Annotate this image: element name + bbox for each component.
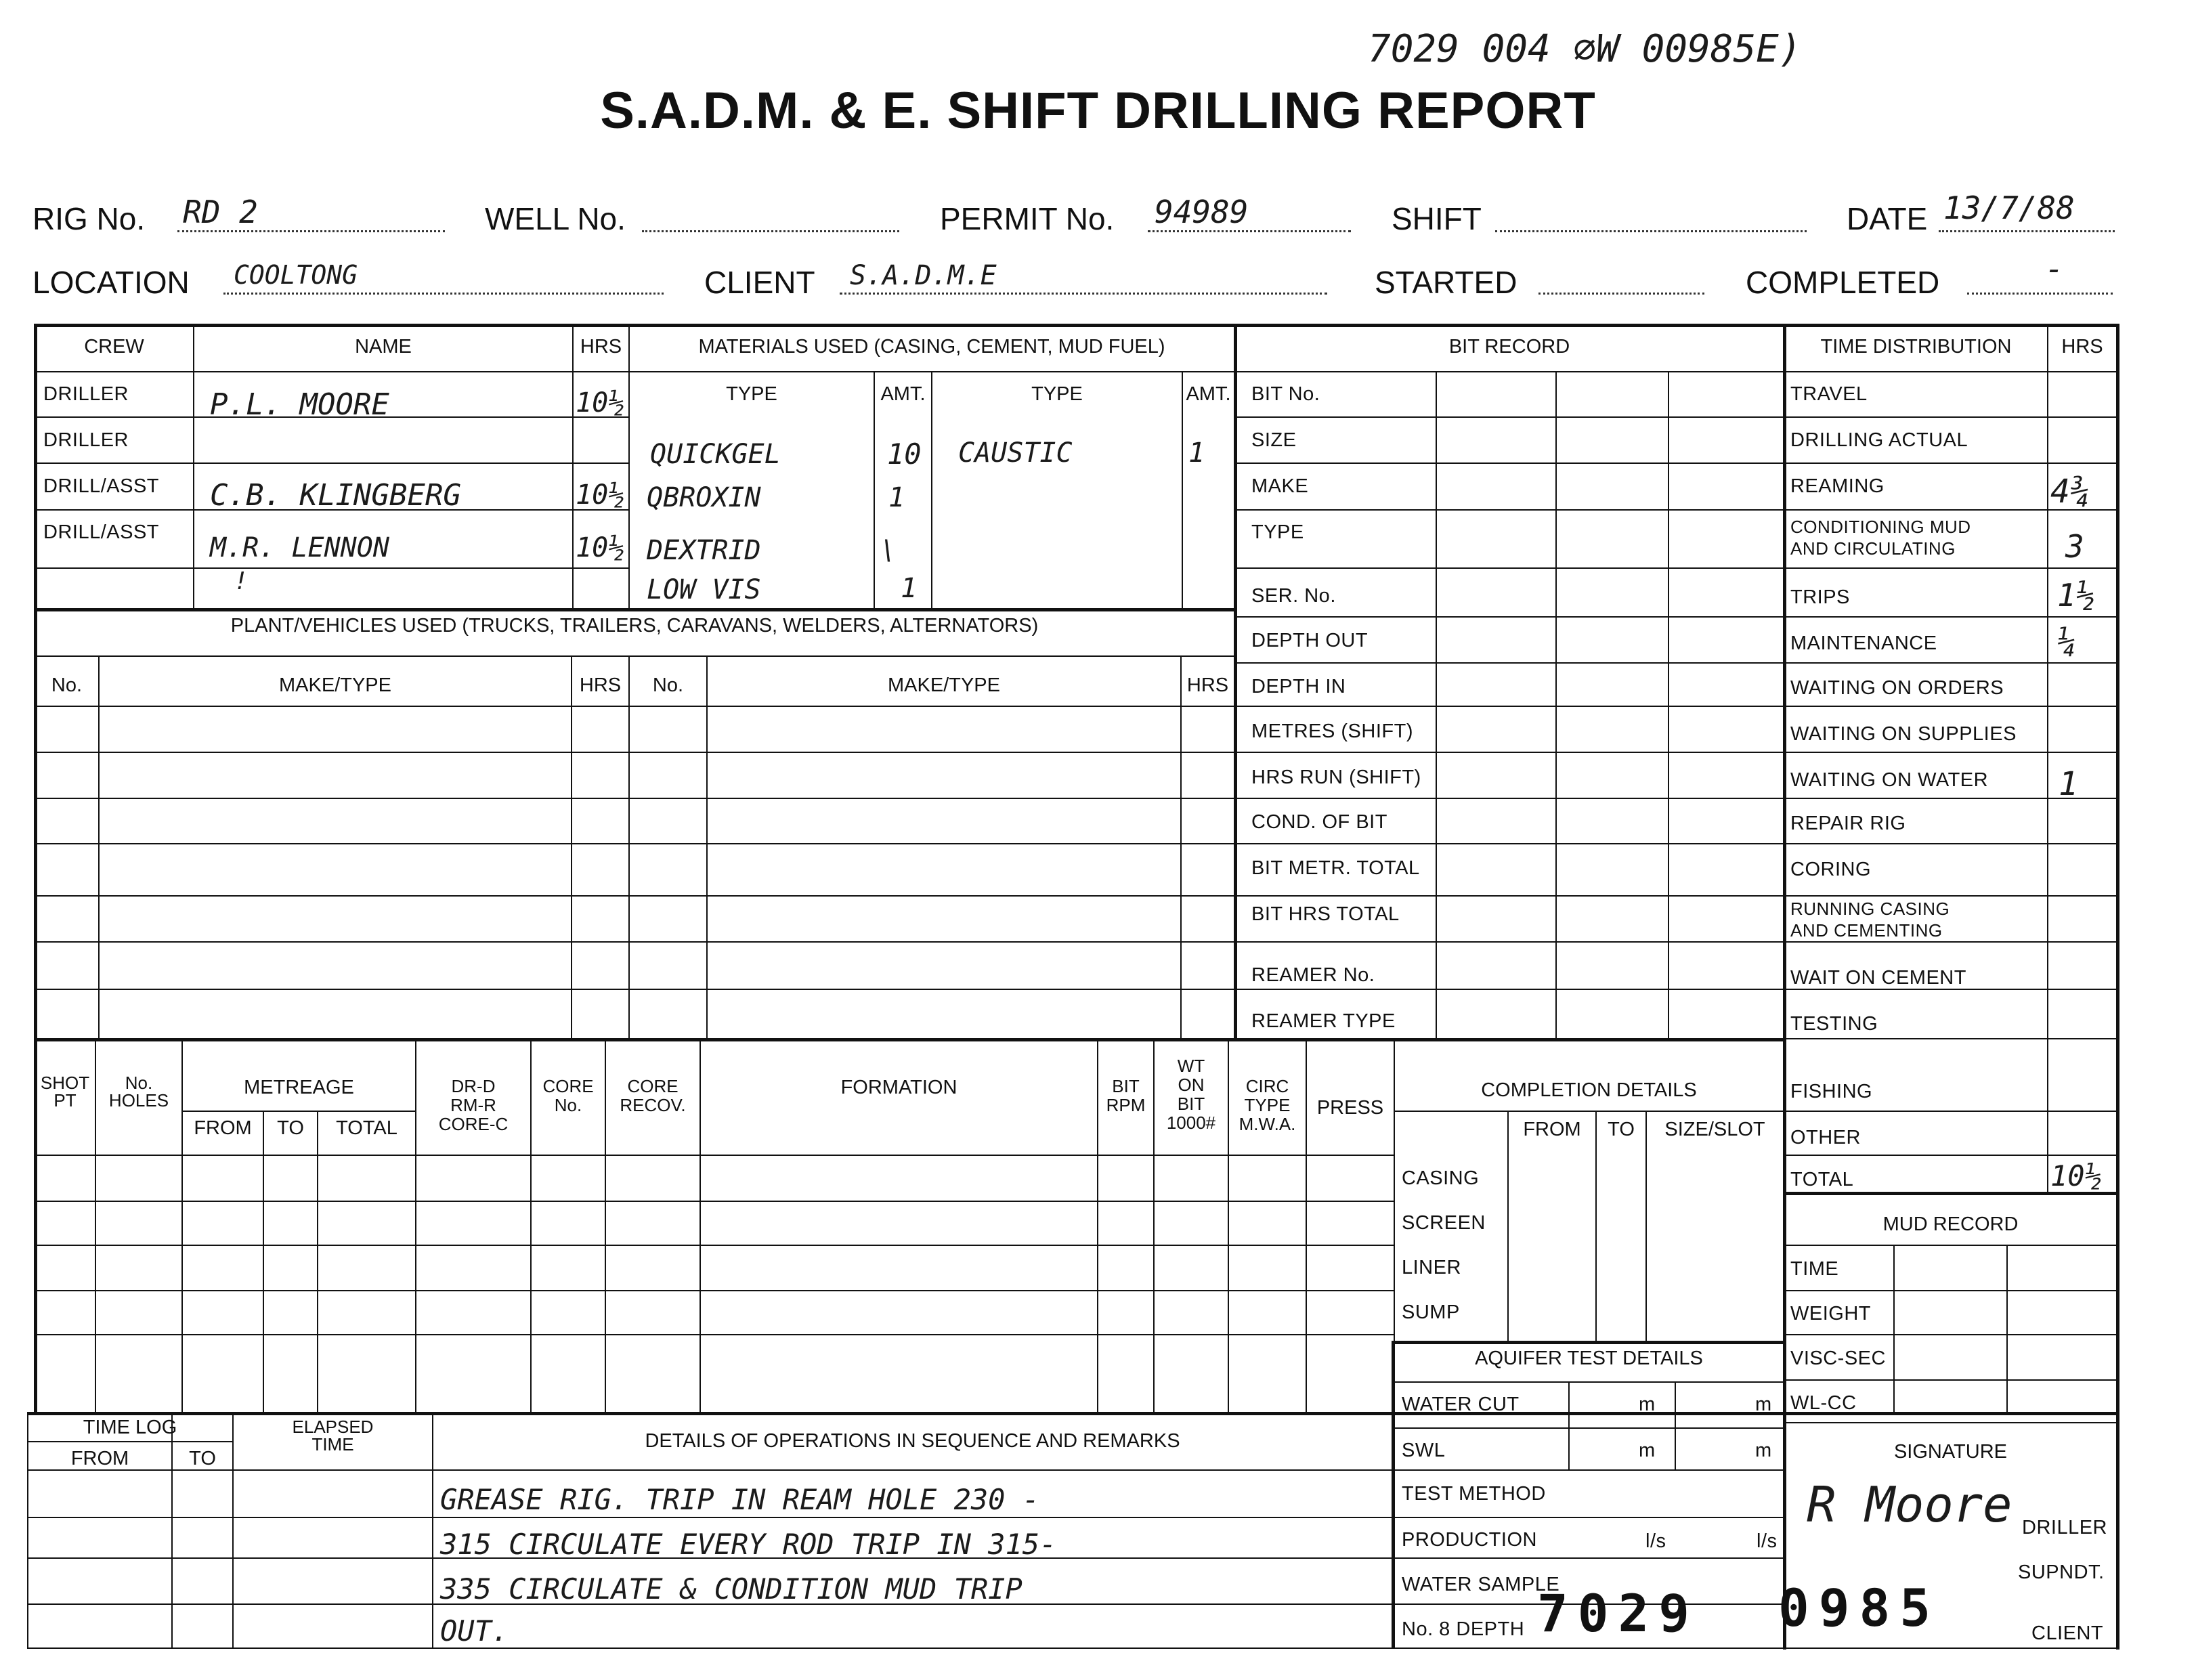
aquifer-unit: l/s xyxy=(1645,1530,1666,1552)
aquifer-production-label: PRODUCTION xyxy=(1402,1529,1537,1551)
details-title: DETAILS OF OPERATIONS IN SEQUENCE AND REMARKS xyxy=(645,1430,1180,1452)
time-dist-hrs[interactable]: 1 xyxy=(2059,765,2078,803)
plant-hrs2-header: HRS xyxy=(1186,674,1229,696)
material-amt[interactable]: 1 xyxy=(901,573,918,604)
crew-role: DRILL/ASST xyxy=(43,521,159,543)
mat-type-header: TYPE xyxy=(726,383,777,405)
shift-label: SHIFT xyxy=(1392,201,1482,236)
elapsed-time-header: ELAPSED TIME xyxy=(292,1417,374,1455)
signature-title: SIGNATURE xyxy=(1893,1441,2008,1463)
bit-row-label: SIZE xyxy=(1251,429,1297,451)
bit-row-label: SER. No. xyxy=(1251,585,1336,607)
aquifer-unit: m xyxy=(1755,1440,1772,1461)
completion-row-label: LINER xyxy=(1402,1257,1461,1278)
operations-line[interactable]: 335 CIRCULATE & CONDITION MUD TRIP xyxy=(440,1572,1022,1606)
signature-client-label: CLIENT xyxy=(2031,1622,2104,1644)
aquifer-unit: m xyxy=(1755,1394,1772,1415)
core-no-header: CORE No. xyxy=(542,1076,594,1115)
bit-row-label: COND. OF BIT xyxy=(1251,811,1387,833)
permit-value[interactable]: 94989 xyxy=(1155,194,1249,230)
bit-row-label: REAMER No. xyxy=(1251,964,1375,986)
mud-row-label: TIME xyxy=(1790,1258,1839,1280)
aquifer-no8-depth-label: No. 8 DEPTH xyxy=(1402,1618,1525,1640)
mat-amt2-header: AMT. xyxy=(1186,383,1231,405)
completed-label: COMPLETED xyxy=(1746,265,1940,300)
mat-amt-header: AMT. xyxy=(880,383,926,405)
time-dist-hrs[interactable]: 10½ xyxy=(2050,1159,2102,1192)
time-dist-hrs[interactable]: 3 xyxy=(2065,528,2084,565)
formation-header: FORMATION xyxy=(840,1077,957,1098)
signature-supndt-label: SUPNDT. xyxy=(2018,1561,2105,1583)
material-amt[interactable]: 10 xyxy=(887,437,922,471)
bit-row-label: DEPTH IN xyxy=(1251,676,1346,697)
plant-hrs-header: HRS xyxy=(579,674,622,696)
completion-row-label: SUMP xyxy=(1402,1301,1460,1323)
wt-on-bit-header: WT ON BIT 1000# xyxy=(1166,1056,1216,1133)
mud-row-label: VISC-SEC xyxy=(1790,1348,1886,1369)
well-label: WELL No. xyxy=(485,201,626,236)
aquifer-title: AQUIFER TEST DETAILS xyxy=(1475,1348,1703,1369)
mat-type2-header: TYPE xyxy=(1031,383,1083,405)
crew-hrs[interactable]: 10½ xyxy=(576,479,625,511)
aquifer-test-method-label: TEST METHOD xyxy=(1402,1483,1546,1505)
driller-signature: R Moore xyxy=(1807,1476,2012,1533)
circ-type-header: CIRC TYPE M.W.A. xyxy=(1239,1076,1296,1134)
material-type[interactable]: QBROXIN xyxy=(647,482,761,513)
crew-hrs[interactable]: 10½ xyxy=(576,387,625,418)
operations-line[interactable]: 315 CIRCULATE EVERY ROD TRIP IN 315- xyxy=(440,1528,1057,1561)
crew-col-header: CREW xyxy=(84,336,144,358)
time-dist-label: WAITING ON SUPPLIES xyxy=(1790,723,2017,745)
bit-row-label: TYPE xyxy=(1251,521,1304,543)
material-type[interactable]: LOW VIS xyxy=(647,574,761,605)
metreage-to-header: TO xyxy=(277,1117,304,1139)
bit-row-label: BIT METR. TOTAL xyxy=(1251,857,1420,879)
name-col-header: NAME xyxy=(355,336,412,358)
bit-row-label: BIT HRS TOTAL xyxy=(1251,903,1400,925)
time-dist-label: CONDITIONING MUD AND CIRCULATING xyxy=(1790,517,1971,559)
mud-row-label: WL-CC xyxy=(1790,1392,1857,1414)
completion-to-header: TO xyxy=(1608,1119,1635,1140)
time-dist-label: REAMING xyxy=(1790,475,1885,497)
crew-name[interactable]: P.L. MOORE xyxy=(210,387,389,422)
completion-row-label: CASING xyxy=(1402,1167,1480,1189)
time-dist-label: TESTING xyxy=(1790,1013,1878,1035)
location-value[interactable]: COOLTONG xyxy=(234,260,358,290)
time-dist-label: FISHING xyxy=(1790,1081,1873,1102)
time-dist-hrs-header: HRS xyxy=(2061,336,2103,358)
time-dist-label: CORING xyxy=(1790,859,1871,880)
time-dist-label: TRAVEL xyxy=(1790,383,1868,405)
crew-name[interactable]: M.R. LENNON xyxy=(210,532,389,563)
plant-make2-header: MAKE/TYPE xyxy=(888,674,1000,696)
drd-header: DR-D RM-R CORE-C xyxy=(438,1076,509,1134)
time-log-from-header: FROM xyxy=(70,1448,129,1469)
time-dist-label: MAINTENANCE xyxy=(1790,632,1937,654)
crew-role: DRILLER xyxy=(43,429,129,451)
operations-line[interactable]: GREASE RIG. TRIP IN REAM HOLE 230 - xyxy=(440,1483,1040,1516)
metreage-header: METREAGE xyxy=(244,1077,354,1098)
stamp-number-left: 7029 xyxy=(1537,1583,1700,1643)
material-amt[interactable]: \ xyxy=(880,535,897,566)
metreage-from-header: FROM xyxy=(194,1117,252,1139)
time-log-to-header: TO xyxy=(189,1448,216,1469)
location-label: LOCATION xyxy=(33,265,190,300)
date-label: DATE xyxy=(1847,201,1928,236)
time-dist-label: WAITING ON WATER xyxy=(1790,769,1989,791)
crew-name[interactable]: ! xyxy=(234,567,249,595)
rig-label: RIG No. xyxy=(33,201,146,236)
time-log-title: TIME LOG xyxy=(83,1417,177,1438)
aquifer-unit: l/s xyxy=(1757,1530,1778,1552)
material-type[interactable]: DEXTRID xyxy=(647,535,761,566)
time-dist-label: TRIPS xyxy=(1790,586,1850,608)
time-dist-label: WAITING ON ORDERS xyxy=(1790,677,2004,699)
material-type2[interactable]: CAUSTIC xyxy=(958,437,1073,469)
no-holes-header: No. HOLES xyxy=(108,1073,169,1111)
started-label: STARTED xyxy=(1375,265,1517,300)
completion-row-label: SCREEN xyxy=(1402,1212,1486,1234)
hrs-col-header: HRS xyxy=(580,336,622,358)
aquifer-unit: m xyxy=(1639,1440,1656,1461)
client-value[interactable]: S.A.D.M.E xyxy=(850,260,997,291)
completion-from-header: FROM xyxy=(1523,1119,1581,1140)
rig-value[interactable]: RD 2 xyxy=(183,194,258,230)
time-dist-label: DRILLING ACTUAL xyxy=(1790,429,1968,451)
reference-note: 7029 004 ⌀W 00985E) xyxy=(1368,27,1802,71)
bit-row-label: METRES (SHIFT) xyxy=(1251,720,1413,742)
shot-pt-header: SHOT PT xyxy=(40,1073,90,1111)
time-dist-label: TOTAL xyxy=(1790,1169,1854,1190)
aquifer-unit: m xyxy=(1639,1394,1656,1415)
aquifer-water-sample-label: WATER SAMPLE xyxy=(1402,1574,1560,1595)
bit-row-label: BIT No. xyxy=(1251,383,1320,405)
bit-row-label: DEPTH OUT xyxy=(1251,630,1369,651)
material-amt2[interactable]: 1 xyxy=(1188,437,1205,469)
completion-title: COMPLETION DETAILS xyxy=(1481,1079,1697,1101)
bit-row-label: REAMER TYPE xyxy=(1251,1010,1396,1032)
page-title: S.A.D.M. & E. SHIFT DRILLING REPORT xyxy=(600,82,1596,139)
bit-rpm-header: BIT RPM xyxy=(1106,1076,1146,1115)
bit-record-title: BIT RECORD xyxy=(1448,336,1570,358)
materials-title: MATERIALS USED (CASING, CEMENT, MUD FUEL) xyxy=(698,336,1165,358)
completion-size-header: SIZE/SLOT xyxy=(1664,1119,1765,1140)
date-value[interactable]: 13/7/88 xyxy=(1943,190,2075,226)
crew-name[interactable]: C.B. KLINGBERG xyxy=(210,478,461,513)
time-dist-hrs[interactable]: ¼ xyxy=(2057,623,2076,660)
bit-row-label: MAKE xyxy=(1251,475,1309,497)
aquifer-water-cut-label: WATER CUT xyxy=(1402,1394,1520,1415)
time-dist-label: RUNNING CASING AND CEMENTING xyxy=(1790,899,1950,941)
press-header: PRESS xyxy=(1316,1097,1384,1119)
time-dist-title: TIME DISTRIBUTION xyxy=(1820,336,2012,358)
time-dist-hrs[interactable]: 1½ xyxy=(2057,577,2095,613)
plant-no-header: No. xyxy=(51,674,83,696)
crew-role: DRILLER xyxy=(43,383,129,405)
operations-line[interactable]: OUT. xyxy=(440,1614,509,1647)
plant-title: PLANT/VEHICLES USED (TRUCKS, TRAILERS, CARAVANS, WELDERS, ALTERNATORS) xyxy=(230,615,1039,637)
bit-row-label: HRS RUN (SHIFT) xyxy=(1251,767,1421,788)
time-dist-label: WAIT ON CEMENT xyxy=(1790,967,1966,989)
metreage-total-header: TOTAL xyxy=(336,1117,397,1139)
core-recov-header: CORE RECOV. xyxy=(620,1076,686,1115)
time-dist-hrs[interactable]: 4¾ xyxy=(2050,473,2090,511)
material-amt[interactable]: 1 xyxy=(888,482,905,513)
permit-label: PERMIT No. xyxy=(940,201,1115,236)
stamp-number-right: 0985 xyxy=(1778,1578,1941,1638)
client-label: CLIENT xyxy=(704,265,815,300)
mud-record-title: MUD RECORD xyxy=(1882,1213,2019,1235)
completed-value[interactable]: - xyxy=(2045,251,2064,287)
aquifer-swl-label: SWL xyxy=(1402,1440,1446,1461)
time-dist-label: REPAIR RIG xyxy=(1790,813,1906,834)
plant-make-header: MAKE/TYPE xyxy=(279,674,391,696)
plant-no2-header: No. xyxy=(652,674,684,696)
mud-row-label: WEIGHT xyxy=(1790,1303,1871,1324)
material-type[interactable]: QUICKGEL xyxy=(650,439,781,470)
crew-role: DRILL/ASST xyxy=(43,475,159,497)
time-dist-label: OTHER xyxy=(1790,1127,1861,1148)
crew-hrs[interactable]: 10½ xyxy=(576,532,625,563)
signature-driller-label: DRILLER xyxy=(2022,1517,2107,1538)
